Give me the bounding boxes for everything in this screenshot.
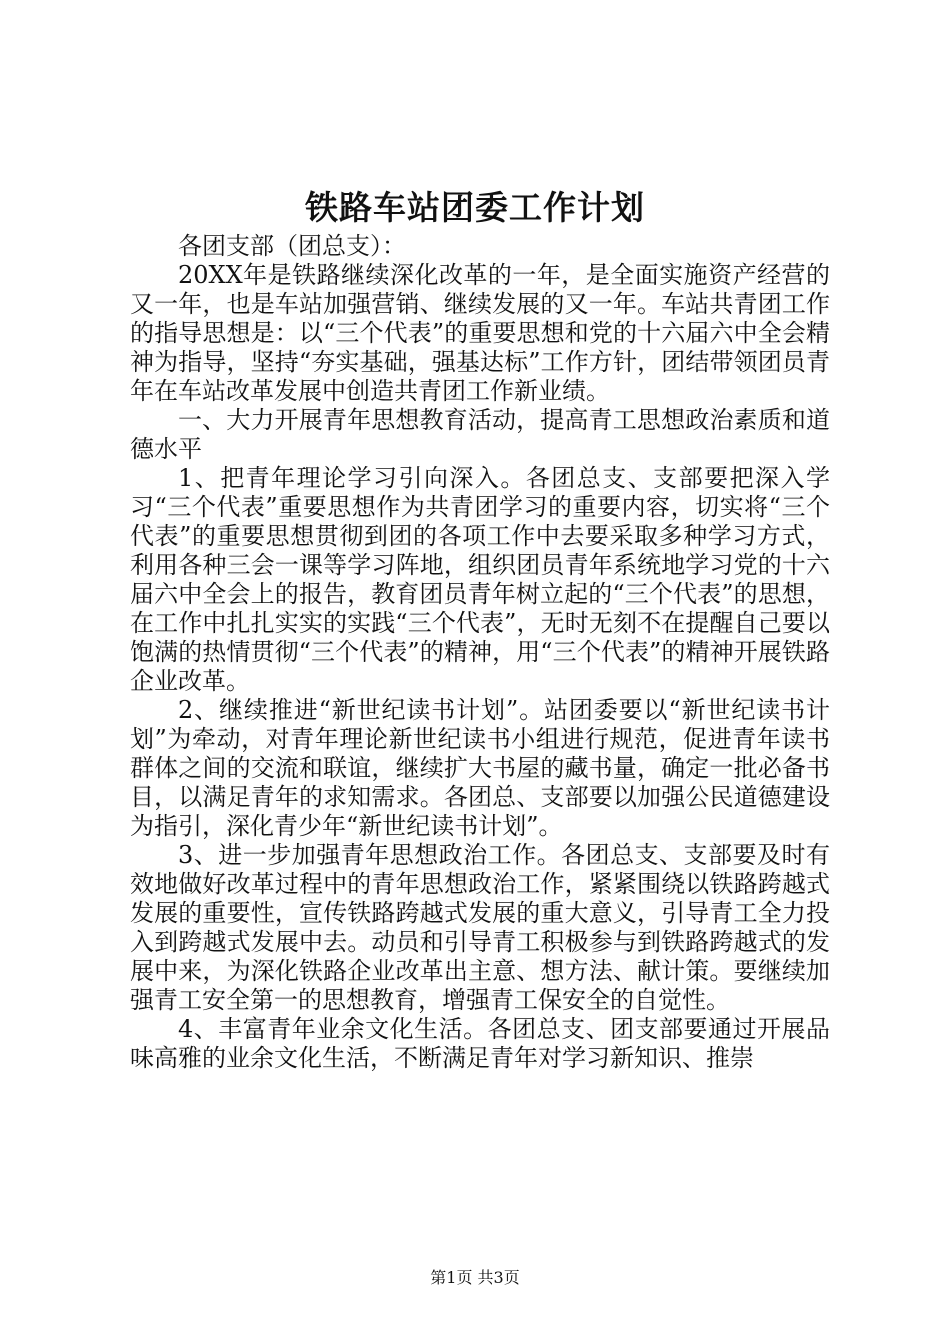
salutation-paragraph: 各团支部（团总支）： xyxy=(178,232,406,260)
document-body xyxy=(130,232,830,1073)
section-heading-1: 一、大力开展青年思想教育活动，提高青工思想政治素质和道德水平 xyxy=(130,406,830,463)
item-paragraph-2: 2、继续推进“新世纪读书计划”。站团委要以“新世纪读书计划”为牵动，对青年理论新世纪读书小组进行规范，促进青年读书群体之间的交流和联谊，继续扩大书屋的藏书量，确定一批必备书目，以满足青年的求知需求。各团总、支部要以加强公民道德建设为指引，深化青少年“新世纪读书计划”。 xyxy=(130,696,830,840)
intro-paragraph: 20XX年是铁路继续深化改革的一年，是全面实施资产经营的又一年，也是车站加强营销、继续发展的又一年。车站共青团工作的指导思想是：以“三个代表”的重要思想和党的十六届六中全会精神为指导，坚持“夯实基础，强基达标”工作方针，团结带领团员青年在车站改革发展中创造共青团工作新业绩。 xyxy=(130,261,830,405)
page-footer: 第1页 共3页 xyxy=(430,1268,520,1287)
item-paragraph-1: 1、把青年理论学习引向深入。各团总支、支部要把深入学习“三个代表”重要思想作为共青团学习的重要内容，切实将“三个代表”的重要思想贯彻到团的各项工作中去要采取多种学习方式，利用各种三会一课等学习阵地，组织团员青年系统地学习党的十六届六中全会上的报告，教育团员青年树立起的“三个代表”的思想，在工作中扎扎实实的实践“三个代表”，无时无刻不在提醒自己要以饱满的热情贯彻“三个代表”的精神，用“三个代表”的精神开展铁路企业改革。 xyxy=(130,464,830,695)
item-paragraph-3: 3、进一步加强青年思想政治工作。各团总支、支部要及时有效地做好改革过程中的青年思想政治工作，紧紧围绕以铁路跨越式发展的重要性，宣传铁路跨越式发展的重大意义，引导青工全力投入到跨越式发展中去。动员和引导青工积极参与到铁路跨越式的发展中来，为深化铁路企业改革出主意、想方法、献计策。要继续加强青工安全第一的思想教育，增强青工保安全的自觉性。 xyxy=(130,841,830,1014)
item-paragraph-4: 4、丰富青年业余文化生活。各团总支、团支部要通过开展品味高雅的业余文化生活，不断满足青年对学习新知识、推崇 xyxy=(130,1015,830,1072)
document-title: 铁路车站团委工作计划 xyxy=(305,188,645,227)
